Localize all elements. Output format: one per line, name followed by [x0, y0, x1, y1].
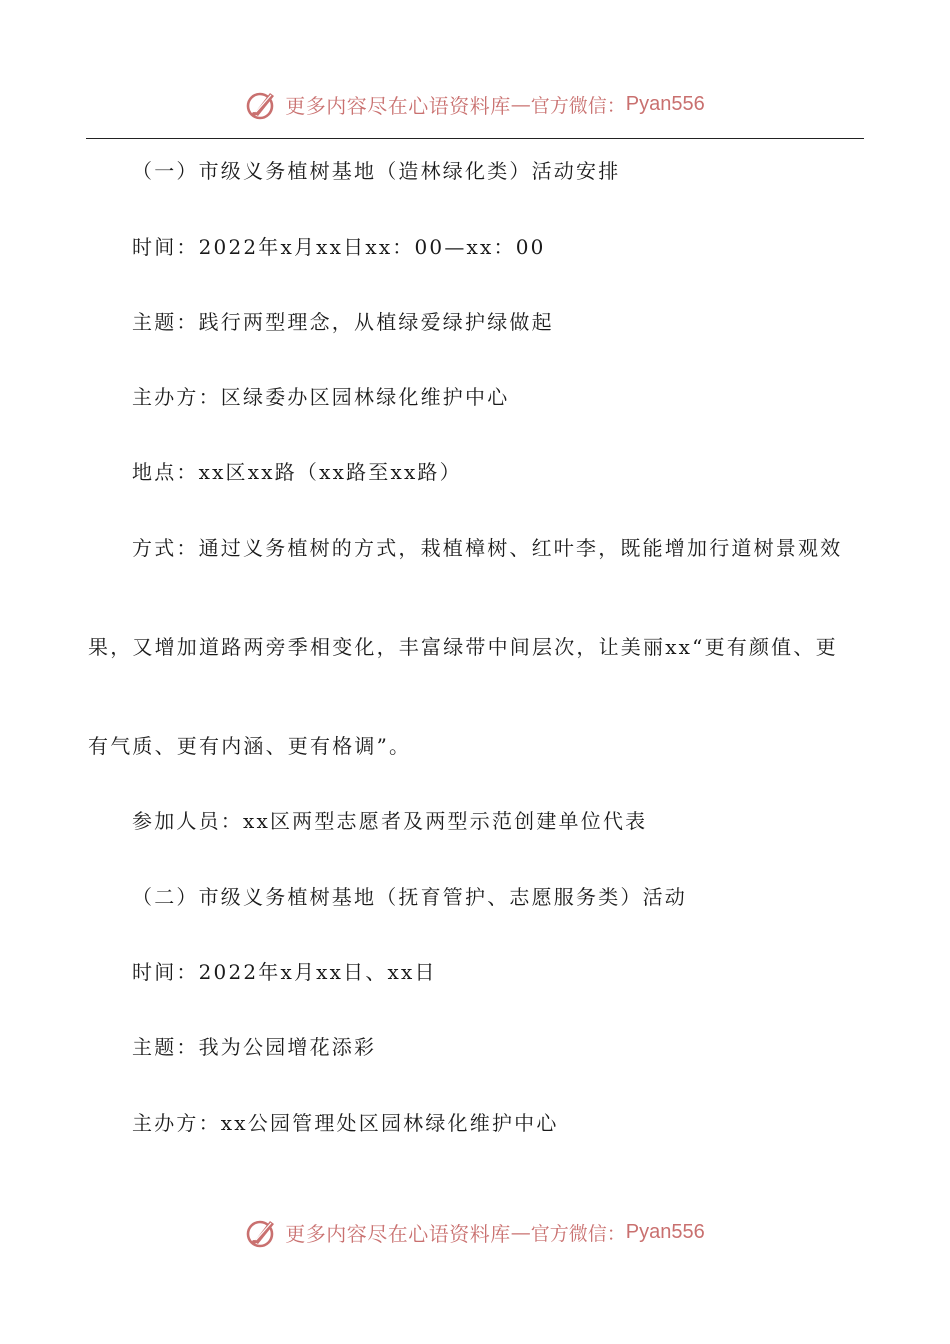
footer-banner — [0, 1212, 950, 1252]
section-2-heading: （二）市级义务植树基地（抚育管护、志愿服务类）活动 — [132, 885, 687, 909]
section-1-organizer: 主办方：区绿委办区园林绿化维护中心 — [132, 385, 510, 409]
section-1-location: 地点：xx区xx路（xx路至xx路） — [132, 460, 462, 484]
section-2-time: 时间：2022年x月xx日、xx日 — [132, 960, 437, 984]
section-1-method-line-1: 方式：通过义务植树的方式，栽植樟树、红叶李，既能增加行道树景观效 — [132, 536, 843, 560]
header-separator: — — [510, 92, 531, 116]
footer-brand: 更多内容尽在心语资料库 — [285, 1221, 511, 1246]
header-divider — [86, 138, 864, 139]
footer-separator: — — [510, 1220, 531, 1244]
header-wechat-label: 官方微信： — [530, 94, 626, 117]
section-1-theme: 主题：践行两型理念，从植绿爱绿护绿做起 — [132, 310, 554, 334]
section-1-method-line-3: 有气质、更有内涵、更有格调”。 — [88, 734, 412, 758]
header-brand: 更多内容尽在心语资料库 — [285, 93, 511, 118]
quill-pen-logo-icon — [245, 1215, 279, 1249]
section-1-time: 时间：2022年x月xx日xx：00—xx：00 — [132, 235, 546, 259]
footer-wechat-label: 官方微信： — [530, 1222, 626, 1245]
quill-pen-logo-icon — [245, 87, 279, 121]
section-1-heading: （一）市级义务植树基地（造林绿化类）活动安排 — [132, 159, 621, 183]
header-wechat-id: Pyan556 — [625, 92, 705, 115]
section-2-organizer: 主办方：xx公园管理处区园林绿化维护中心 — [132, 1111, 559, 1135]
section-2-theme: 主题：我为公园增花添彩 — [132, 1035, 377, 1059]
section-1-method-line-2: 果，又增加道路两旁季相变化，丰富绿带中间层次，让美丽xx“更有颜值、更 — [88, 635, 838, 659]
footer-wechat-id: Pyan556 — [625, 1220, 705, 1243]
header-banner — [0, 84, 950, 124]
section-1-participants: 参加人员：xx区两型志愿者及两型示范创建单位代表 — [132, 809, 648, 833]
